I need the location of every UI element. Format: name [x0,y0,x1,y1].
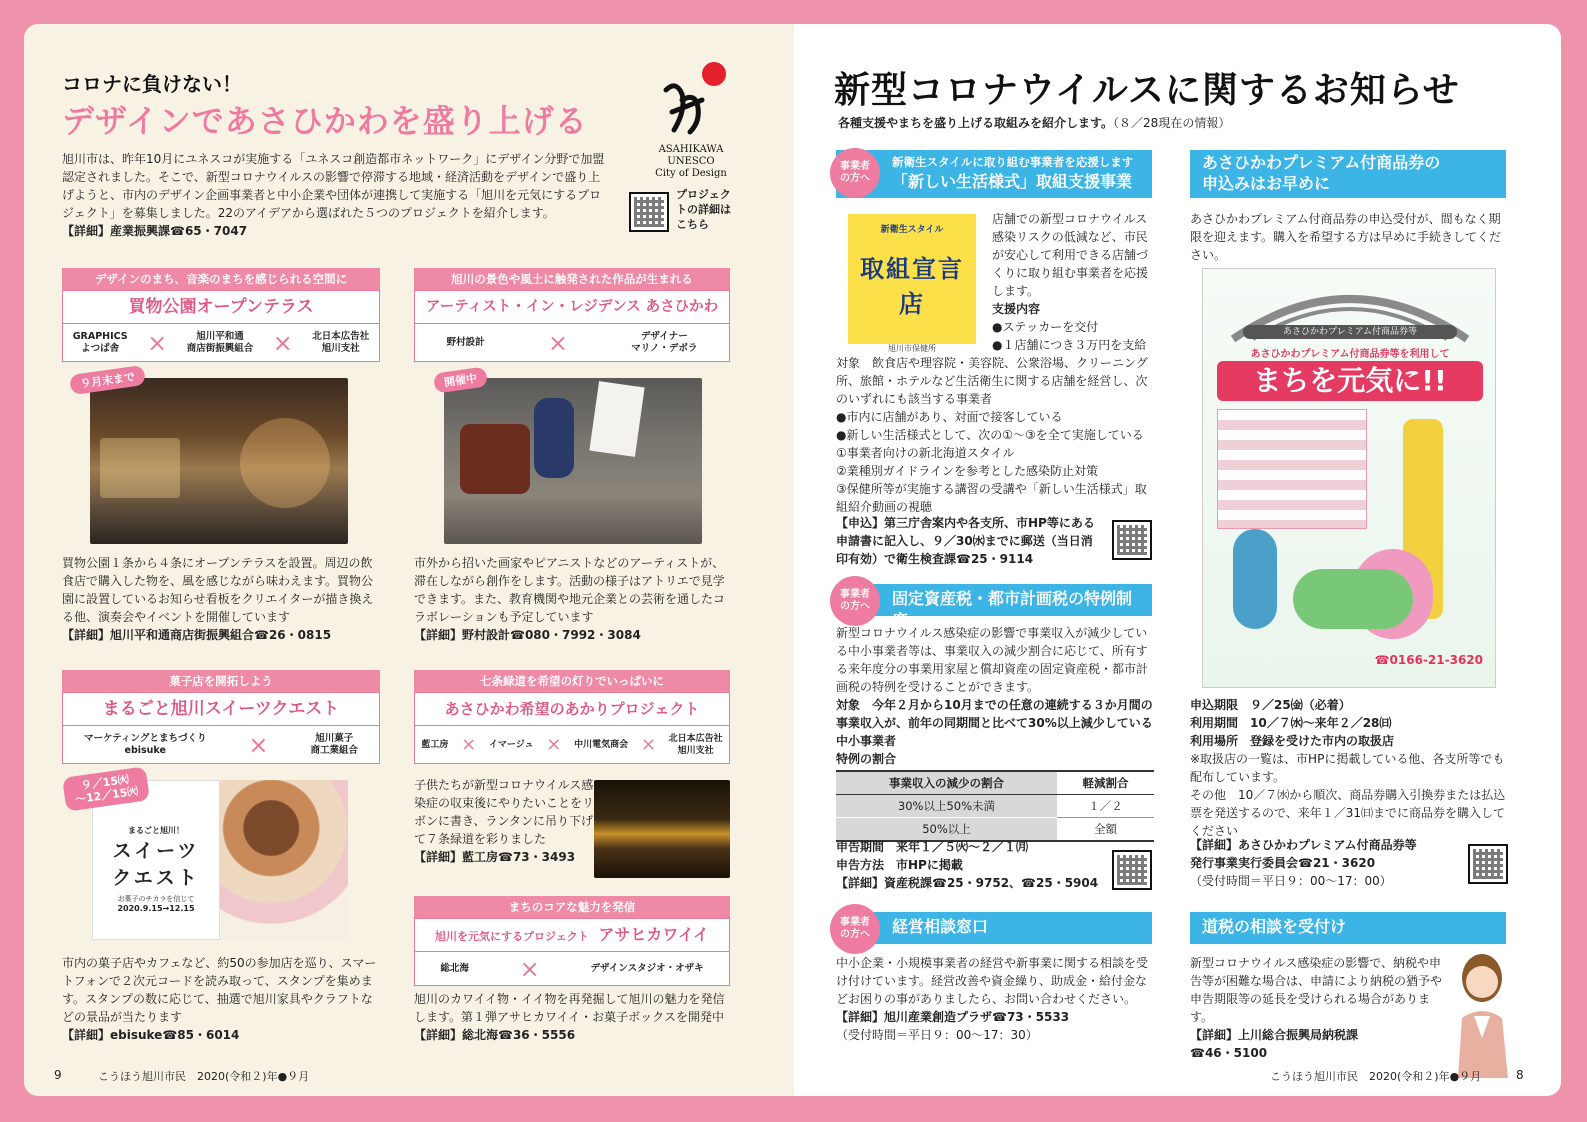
page-title: デザインであさひかわを盛り上げる [62,102,588,140]
s2-body: 新型コロナウイルス感染症の影響で事業収入が減少している中小事業者等は、事業収入の減少割合に応じて、所有する来年度分の事業用家屋と償却資産の固定資産税・都市計画税の特例を受けることができます。 [836,626,1149,694]
p1-collab-3: 北日本広告社 旭川支社 [312,330,370,354]
s3-detail: 【詳細】旭川産業創造プラザ☎73・5533 [836,1010,1070,1024]
s2-table-r2c1: 50%以上 [836,818,1057,842]
s1-cond-3: ①事業者向けの新北海道スタイル [836,446,1015,460]
p4-bar: 七条緑道を希望の灯りでいっぱいに [414,670,730,692]
p3-poster-l3: クエスト [112,867,200,889]
p5-title-box [414,918,730,952]
p3-text [62,954,382,1044]
s1-apply: 【申込】第三庁舎案内や各支所、市HP等にある申請書に記入し、９／30㈬までに郵送（当日消印有効）で衛生検査課☎25・9114 [836,516,1095,566]
s3-hours: （受付時間＝平日９：00～17：30） [836,1028,1038,1042]
footer-right: こうほう旭川市民 2020(令和２)年●９月 [1270,1070,1482,1083]
s2-table-r1c1: 30%以上50%未満 [836,795,1057,818]
intro-detail: 【詳細】産業振興課☎65・7047 [62,224,248,238]
p3-photo [220,780,348,940]
s4-poster-small: あさひかわプレミアム付商品券等 [1243,325,1457,339]
s2-table-h2: 軽減割合 [1082,776,1129,790]
p1-collaborators: GRAPHICS よつば舎 × 旭川平和通 商店街振興組合 × 北日本広告社 旭川支社 [62,324,380,362]
p3-collaborators: マーケティングとまちづくり ebisuke × 旭川菓子 商工業組合 [62,726,380,764]
s2-period: 申告期間 来年１／５㈫～２／１㈪ [836,840,1029,854]
s1-conditions [836,354,1154,516]
p2-tag: 開催中 [433,366,488,393]
p5-text [414,990,734,1044]
s1-support-1: ●ステッカーを交付 [992,320,1099,334]
p4-text [414,776,594,866]
p3-body: 市内の菓子店やカフェなど、約50の参加店を巡り、スマートフォンで２次元コードを読み取って、スタンプを集めます。スタンプの数に応じて、抽選で旭川家具やクラフトなどの景品が当たります [62,956,377,1024]
p1-text [62,554,382,644]
p3-poster-l4: お菓子のチカラを信じて [117,895,195,903]
p4-collab-4: 北日本広告社 旭川支社 [668,733,723,756]
s2-text [836,624,1154,768]
p5-collaborators: 総北海 × デザインスタジオ・オザキ [414,952,730,986]
s1-support-h: 支援内容 [992,302,1041,316]
page-number-right: 8 [1516,1068,1524,1082]
s1-head-small: 新衛生スタイルに取り組む事業者を応援します [892,155,1134,169]
s4-use-period: 利用期間 10／７㈬～来年２／28㈰ [1190,716,1392,730]
p5-collab-2: デザインスタジオ・オザキ [590,962,704,974]
p5-title-small: 旭川を元気にするプロジェクト [434,930,589,943]
s4-head-l1: あさひかわプレミアム付商品券の [1202,153,1441,172]
s5-body: 新型コロナウイルス感染症の影響で、納税や申告等が困難な場合は、申請により納税の猶予や申告期限等の延長を受けられる場合があります。 [1190,956,1443,1024]
p4-title: あさひかわ希望のあかりプロジェクト [414,692,730,726]
p2-photo [444,378,702,544]
s1-sticker-l2: 取組宣言店 [860,255,964,318]
p4-collab-3: 中川電気商会 [574,739,629,750]
p3-tag: ９／15㈫ ～12／15㈫ [62,766,150,811]
s4-info [1190,696,1508,840]
logo-line-1: ASAHIKAWA [658,144,724,155]
s3-badge: 事業者 の方へ [830,904,880,954]
p1-body: 買物公園１条から４条にオープンテラスを設置。周辺の飲食店で購入した物を、風を感じながら味わえます。買物公園に設置しているお知らせ看板をクリエイターが描き換える他、演奏会やイベントを開催しています [62,556,374,624]
page-number-left: 9 [54,1068,62,1082]
s4-body: あさひかわプレミアム付商品券の申込受付が、間もなく期限を迎えます。購入を希望する方は早めに手続きしてください。 [1190,212,1502,262]
p5-collab-1: 総北海 [440,962,469,974]
s3-body: 中小企業・小規模事業者の経営や新事業に関する相談を受け付けています。経営改善や資金繰り、助成金・給付金などお困りの事がありましたら、お問い合わせください。 [836,956,1149,1006]
s4-other: その他 10／７㈬から順次、商品券購入引換券または払込票を発送するので、来年１／31㈰までに商品券を購入してください [1190,788,1506,838]
s5-detail-2: ☎46・5100 [1190,1046,1268,1060]
right-subtitle-box [838,114,1230,131]
s2-target: 対象 今年２月から10月までの任意の連続する３か月間の事業収入が、前年の同期間と比べて30%以上減少している中小事業者 [836,698,1153,748]
s1-sticker [846,212,978,353]
p1-tag: ９月末まで [69,365,146,395]
s4-use-place: 利用場所 登録を受けた市内の取扱店 [1190,734,1395,748]
s4-detail-1: 【詳細】あさひかわプレミアム付商品券等 [1190,838,1417,852]
s4-hours: （受付時間＝平日９：00～17：00） [1190,874,1392,888]
p2-body: 市外から招いた画家やピアニストなどのアーティストが、滞在しながら創作をします。活動の様子はアトリエで見学できます。また、教育機関や地元企業との芸術を通したコラボレーションも予定しています [414,556,726,624]
s1-sticker-l1: 新衛生スタイル [880,225,944,235]
p3-collab-1: マーケティングとまちづくり ebisuke [83,732,207,756]
p1-detail: 【詳細】旭川平和通商店街振興組合☎26・0815 [62,628,332,642]
s1-header [836,150,1152,198]
unesco-logo [636,60,746,180]
p3-detail: 【詳細】ebisuke☎85・6014 [62,1028,240,1042]
p4-body: 子供たちが新型コロナウイルス感染症の収束後にやりたいことをリボンに書き、ランタンに吊り下げて７条緑道を彩りました [414,778,595,846]
footer-left: こうほう旭川市民 2020(令和２)年●９月 [98,1070,310,1083]
p2-text [414,554,734,644]
right-title: 新型コロナウイルスに関するお知らせ [834,70,1460,111]
s2-detail: 【詳細】資産税課☎25・9752、☎25・5904 [836,876,1099,890]
p4-collab-2: イマージュ [488,739,534,750]
p1-title: 買物公園オープンテラス [62,290,380,324]
p5-title: アサヒカワイイ [598,925,710,944]
s4-detail-2: 発行事業実行委員会☎21・3620 [1190,856,1376,870]
s2-method: 申告方法 市HPに掲載 [836,858,963,872]
s5-header: 道税の相談を受付け [1190,912,1506,944]
s4-poster-phone: ☎0166-21-3620 [1374,653,1483,667]
s2-rate-h: 特例の割合 [836,752,897,766]
s1-qr-code[interactable] [1112,520,1152,560]
asahikawa-logo-icon [636,60,746,140]
right-subtitle: 各種支援やまちを盛り上げる取組みを紹介します。 [838,116,1114,130]
p1-bar: デザインのまち、音楽のまちを感じられる空間に [62,268,380,290]
p2-bar: 旭川の景色や風土に触発された作品が生まれる [414,268,730,290]
right-page [794,24,1561,1096]
p2-collab-2: デザイナー マリノ・デボラ [631,330,698,354]
s4-poster-big: まちを元気に!! [1217,361,1483,401]
p2-title: アーティスト・イン・レジデンス あさひかわ [414,290,730,324]
p3-poster-l5: 2020.9.15→12.15 [117,904,195,913]
p4-detail: 【詳細】藍工房☎73・3493 [414,850,576,864]
s4-contact [1190,836,1460,890]
p2-detail: 【詳細】野村設計☎080・7992・3084 [414,628,641,642]
p2-collab-1: 野村設計 [446,336,485,348]
p3-collab-2: 旭川菓子 商工業組合 [310,732,359,756]
s1-sticker-l3: 旭川市保健所 [888,344,936,353]
s4-poster-mid: あさひかわプレミアム付商品券等を利用して [1250,349,1450,360]
logo-line-2: UNESCO [667,156,715,167]
p5-body: 旭川のカワイイ物・イイ物を再発掘して旭川の魅力を発信します。第１弾アサヒカワイイ・お菓子ボックスを開発中 [414,992,725,1024]
p5-detail: 【詳細】総北海☎36・5556 [414,1028,576,1042]
p3-bar: 菓子店を開拓しよう [62,670,380,692]
s2-footer [836,838,1116,892]
s3-header: 経営相談窓口 [836,912,1152,944]
kicker: コロナに負けない！ [62,72,242,96]
p1-collab-1: GRAPHICS よつば舎 [72,330,128,354]
s2-table-h1: 事業収入の減少の割合 [836,771,1057,795]
s4-note: ※取扱店の一覧は、市HPに掲載している他、各支所等でも配布しています。 [1190,752,1505,784]
p4-collab-1: 藍工房 [421,739,449,750]
s5-text [1190,954,1448,1062]
p3-poster-l1: まるごと旭川！ [128,826,184,835]
s1-cond-5: ③保健所等が実施する講習の受講や「新しい生活様式」取組紹介動画の視聴 [836,482,1147,514]
s1-support-2: ●１店舗につき３万円を支給 [992,338,1147,352]
s4-qr-code[interactable] [1468,844,1508,884]
s2-qr-code[interactable] [1112,850,1152,890]
intro-text [62,150,612,240]
p3-title: まるごと旭川スイーツクエスト [62,692,380,726]
s1-cond-4: ②業種別ガイドラインを参考とした感染防止対策 [836,464,1099,478]
staff-illustration-icon [1448,948,1518,1078]
s4-apply: 申込期限 ９／25㈮（必着） [1190,698,1351,712]
qr-note: プロジェクトの詳細はこちら [676,188,731,231]
s2-badge: 事業者 の方へ [830,576,880,626]
p1-photo [90,378,348,544]
p5-bar: まちのコアな魅力を発信 [414,896,730,918]
s5-detail-1: 【詳細】上川総合振興局納税課 [1190,1028,1359,1042]
p4-collaborators: 藍工房 × イマージュ × 中川電気商会 × 北日本広告社 旭川支社 [414,726,730,764]
s4-header [1190,150,1506,198]
s1-body: 店舗での新型コロナウイルス感染リスクの低減など、市民が安心して利用できる店舗づくりに取り組む事業者を応援します。 [992,212,1149,298]
s1-head: 「新しい生活様式」取組支援事業 [892,172,1133,191]
s4-poster [1202,268,1496,688]
s2-table-r2c2: 全額 [1057,818,1154,842]
s1-target: 対象 飲食店や理容院・美容院、公衆浴場、クリーニング所、旅館・ホテルなど生活衛生に関する店舗を経営し、次のいずれにも該当する事業者 [836,356,1148,406]
qr-code[interactable] [629,192,669,232]
p4-photo [594,780,730,878]
right-subtitle-note: （８／28現在の情報） [1113,116,1231,130]
left-page [24,24,794,1096]
s4-head-l2: 申込みはお早めに [1202,174,1331,193]
p2-collaborators: 野村設計 × デザイナー マリノ・デボラ [414,324,730,362]
logo-line-3: City of Design [655,168,727,179]
s1-intro [992,210,1154,354]
s1-cond-2: ●新しい生活様式として、次の①～③を全て実施している [836,428,1144,442]
p1-collab-2: 旭川平和通 商店街振興組合 [186,330,254,354]
s3-text [836,954,1154,1044]
s2-table-r1c2: １／２ [1088,799,1123,813]
intro-body: 旭川市は、昨年10月にユネスコが実施する「ユネスコ創造都市ネットワーク」にデザイン分野で加盟認定されました。そこで、新型コロナウイルスの影響で停滞する地域・経済活動をデザインで盛り上げようと、市内のデザイン企画事業者と中小企業や団体が連携して実施する「旭川を元気にするプロジェクト」を募集しました。22のアイデアから選ばれた５つのプロジェクトを紹介します。 [62,152,605,220]
s2-rate-table [836,770,1154,842]
s2-header: 固定資産税・都市計画税の特例制度 [836,584,1152,616]
p3-poster-l2: スイーツ [112,840,200,862]
s1-badge: 事業者 の方へ [830,148,880,198]
s1-cond-1: ●市内に店舗があり、対面で接客している [836,410,1063,424]
